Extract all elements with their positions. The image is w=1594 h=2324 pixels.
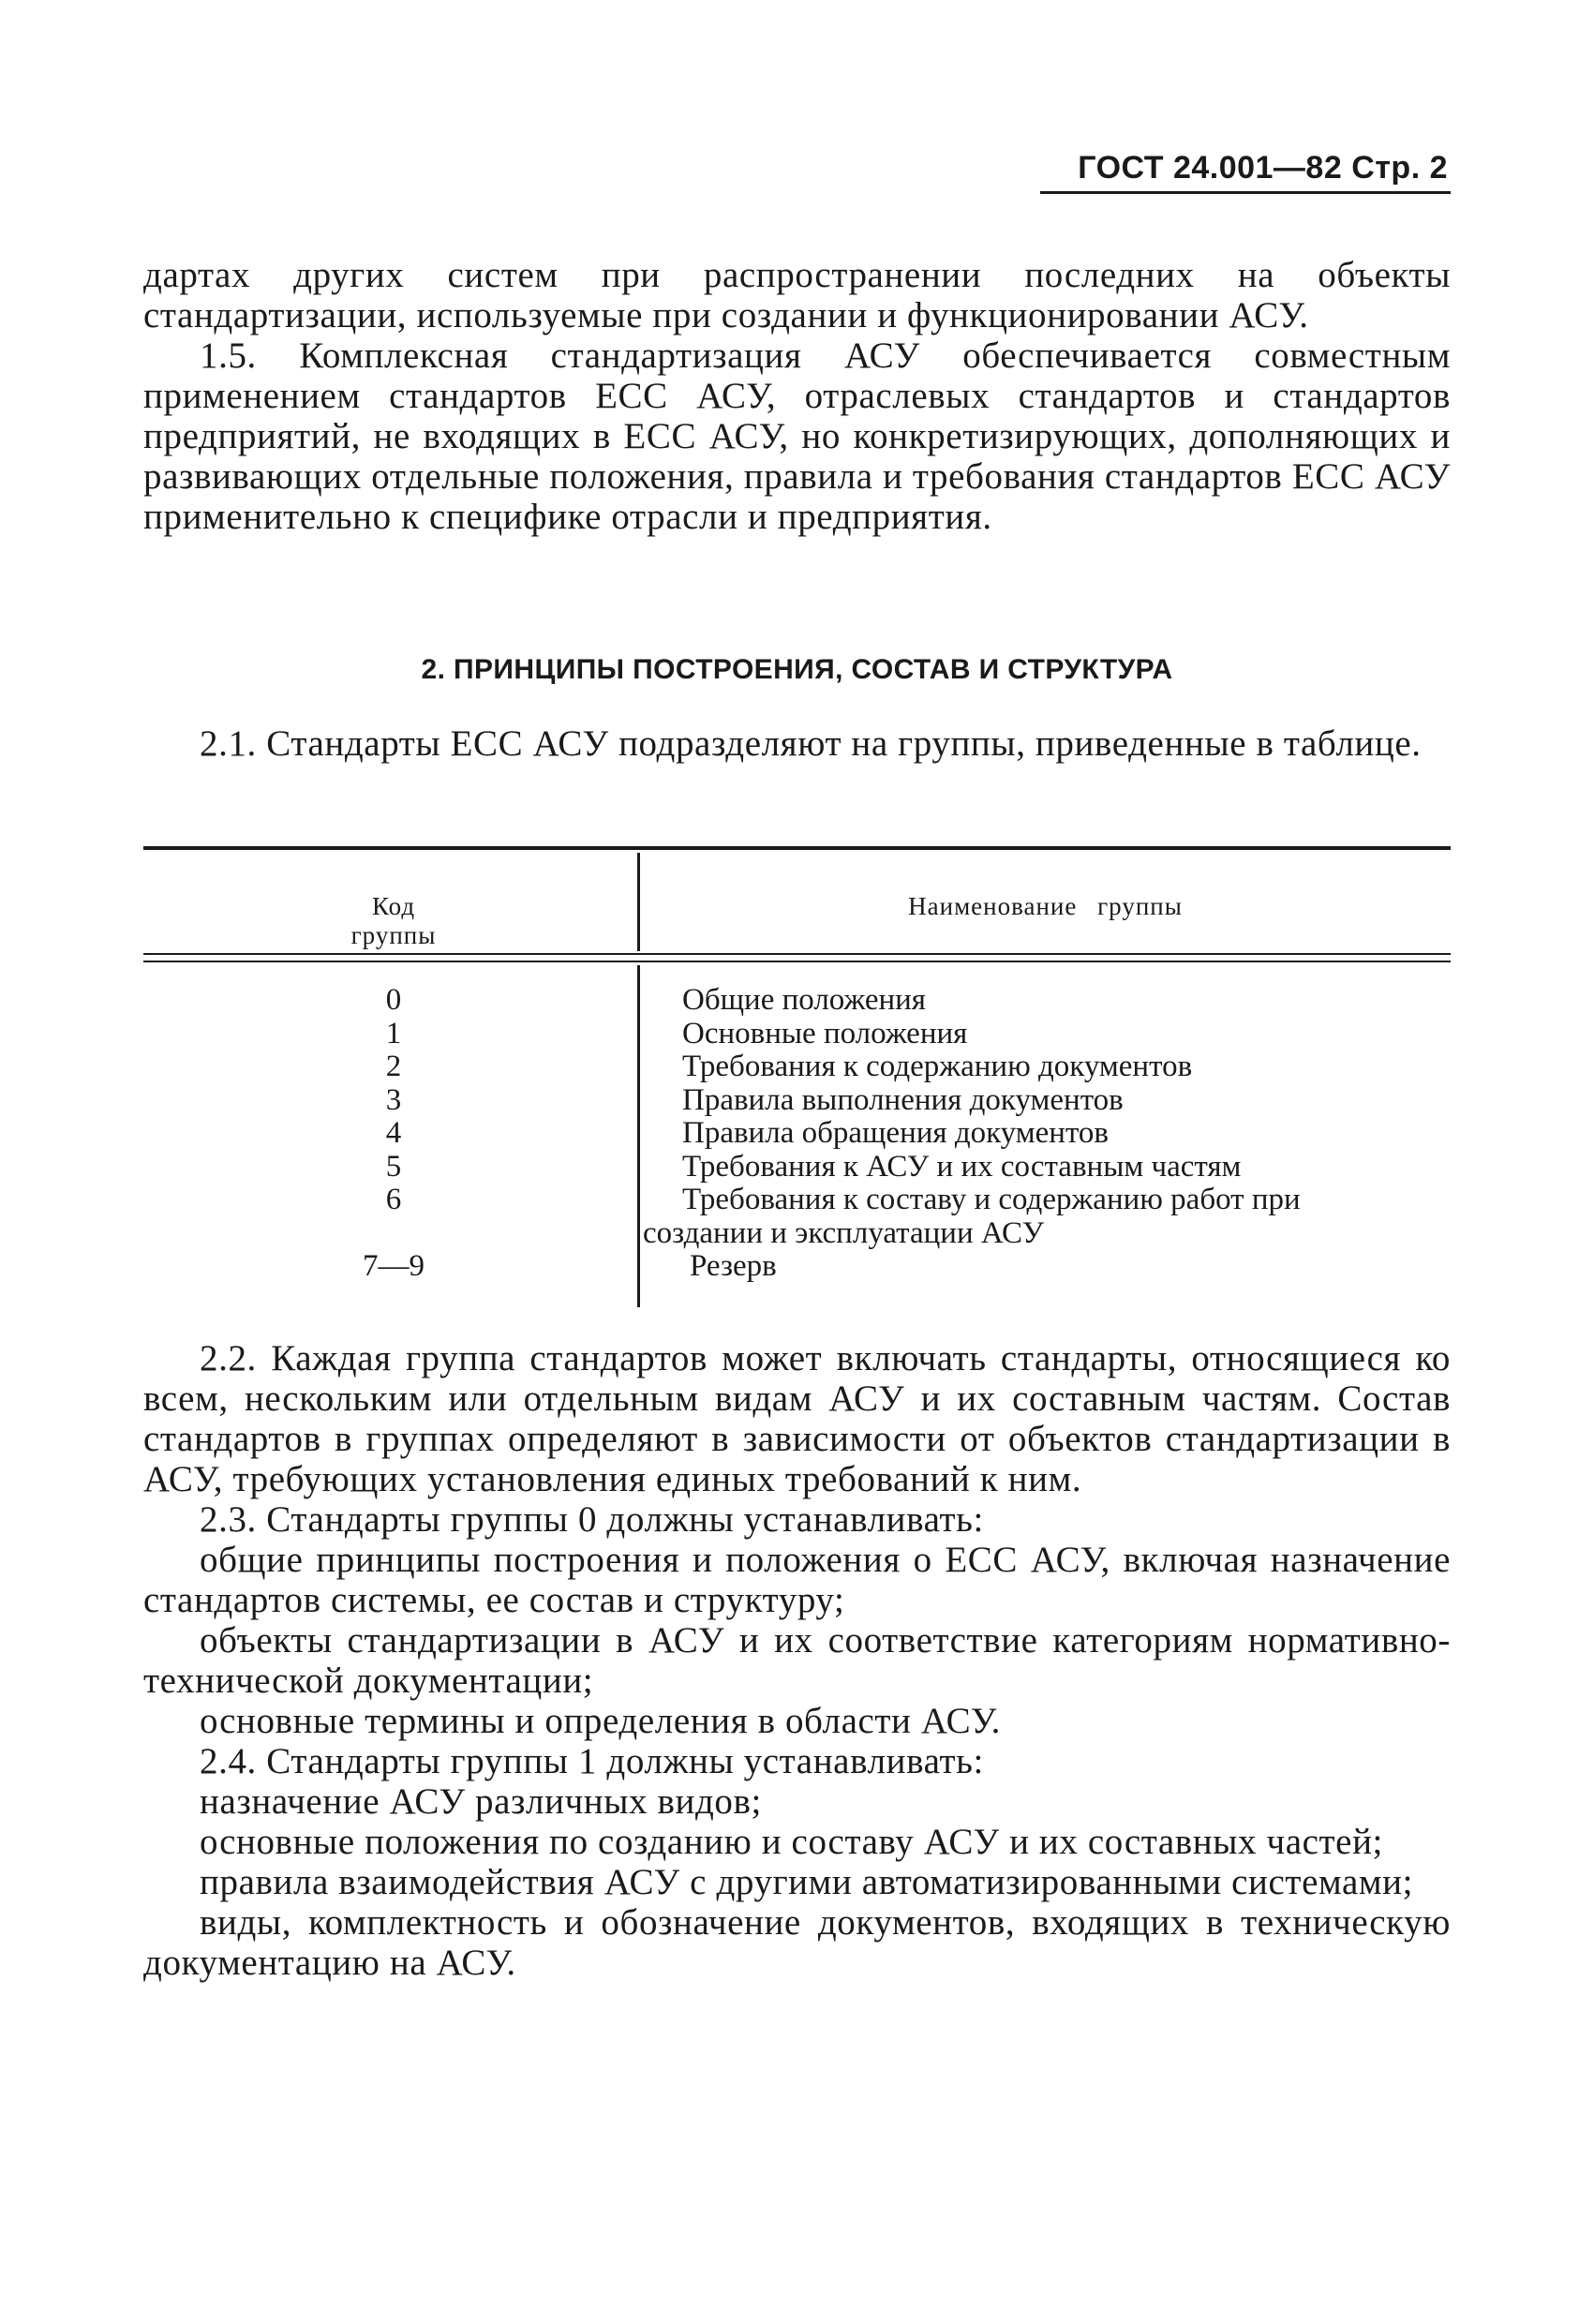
page-number: Стр. 2: [1351, 150, 1448, 186]
column-header-name: Наименование группы: [908, 892, 1183, 920]
header-rule: [1040, 191, 1451, 194]
table-code-spacer: [328, 1217, 459, 1251]
list-item-2-3-c: основные термины и определения в области АСУ.: [200, 1701, 1001, 1741]
table-name: Требования к составу и содержанию работ при: [682, 1183, 1301, 1216]
column-header-code: Код группы: [350, 892, 437, 949]
table-name: Правила обращения документов: [682, 1116, 1110, 1150]
body-block: [143, 1338, 1451, 1983]
table-code: 5: [385, 1149, 402, 1184]
table-name-continuation: создании и эксплуатации АСУ: [643, 1215, 1045, 1250]
paragraph-2-2: 2.2. Каждая группа стандартов может включать стандарты, относящиеся ко всем, нескольким или отдельным видам АСУ и их составным частям. Состав стандартов в группах определяют в зависимости от объектов стандартизации в АСУ, требующих установления единых требований к ним.: [143, 1338, 1451, 1499]
list-item-2-4-c: правила взаимодействия АСУ с другими автоматизированными системами;: [200, 1862, 1414, 1902]
table-code-column: [328, 984, 459, 1284]
table-code: 7—9: [363, 1249, 425, 1283]
table-header-rule-2: [143, 961, 1451, 962]
continuation-paragraph: дартах других систем при распространении последних на объекты стандартизации, используемые при создании и функционировании АСУ.: [143, 255, 1451, 335]
table-name: Правила выполнения документов: [682, 1082, 1124, 1117]
table-header-rule-1: [143, 953, 1451, 955]
table-name: Общие положения: [682, 983, 926, 1017]
list-item-2-4-a: назначение АСУ различных видов;: [200, 1781, 762, 1822]
table-name: Основные положения: [682, 1016, 968, 1050]
list-item-2-4-d: виды, комплектность и обозначение документов, входящих в техническую документацию на АСУ.: [143, 1902, 1451, 1983]
table-code: 3: [385, 1082, 402, 1117]
table-name: Резерв: [690, 1249, 777, 1283]
table-name: Требования к АСУ и их составным частям: [682, 1149, 1242, 1184]
list-item-2-4-b: основные положения по созданию и составу АСУ и их составных частей;: [200, 1822, 1383, 1862]
paragraph-2-3: 2.3. Стандарты группы 0 должны устанавливать:: [200, 1499, 984, 1540]
paragraph-2-1: 2.1. Стандарты ЕСС АСУ подразделяют на группы, приведенные в таблице.: [200, 723, 1422, 764]
table-name-column: [643, 984, 1458, 1284]
table-code: 6: [385, 1183, 402, 1216]
standard-number: ГОСТ 24.001—82: [1078, 150, 1343, 186]
table-code: 4: [385, 1116, 402, 1150]
paragraph-2-4: 2.4. Стандарты группы 1 должны устанавливать:: [200, 1741, 984, 1781]
list-item-2-3-b: объекты стандартизации в АСУ и их соответствие категориям нормативно-технической документации;: [143, 1620, 1451, 1701]
paragraph-2-1-block: [143, 723, 1451, 764]
table-name: Требования к содержанию документов: [682, 1050, 1193, 1083]
page-header: [1035, 150, 1448, 186]
table-code: 1: [385, 1016, 402, 1050]
table-code: 2: [385, 1050, 402, 1083]
intro-block: [143, 255, 1451, 537]
list-item-2-3-a: общие принципы построения и положения о ЕСС АСУ, включая назначение стандартов системы, ее состав и структуру;: [143, 1540, 1451, 1620]
table-code: 0: [385, 983, 402, 1017]
section-title: 2. ПРИНЦИПЫ ПОСТРОЕНИЯ, СОСТАВ И СТРУКТУРА: [421, 654, 1173, 685]
paragraph-1-5: 1.5. Комплексная стандартизация АСУ обеспечивается совместным применением стандартов ЕСС АСУ, отраслевых стандартов и стандартов предприятий, не входящих в ЕСС АСУ, но конкретизирующих, дополняющих и развивающих отдельные положения, правила и требования стандартов ЕСС АСУ применительно к специфике отрасли и предприятия.: [143, 335, 1451, 537]
table-top-rule: [143, 846, 1451, 850]
table-body-divider: [637, 965, 640, 1307]
